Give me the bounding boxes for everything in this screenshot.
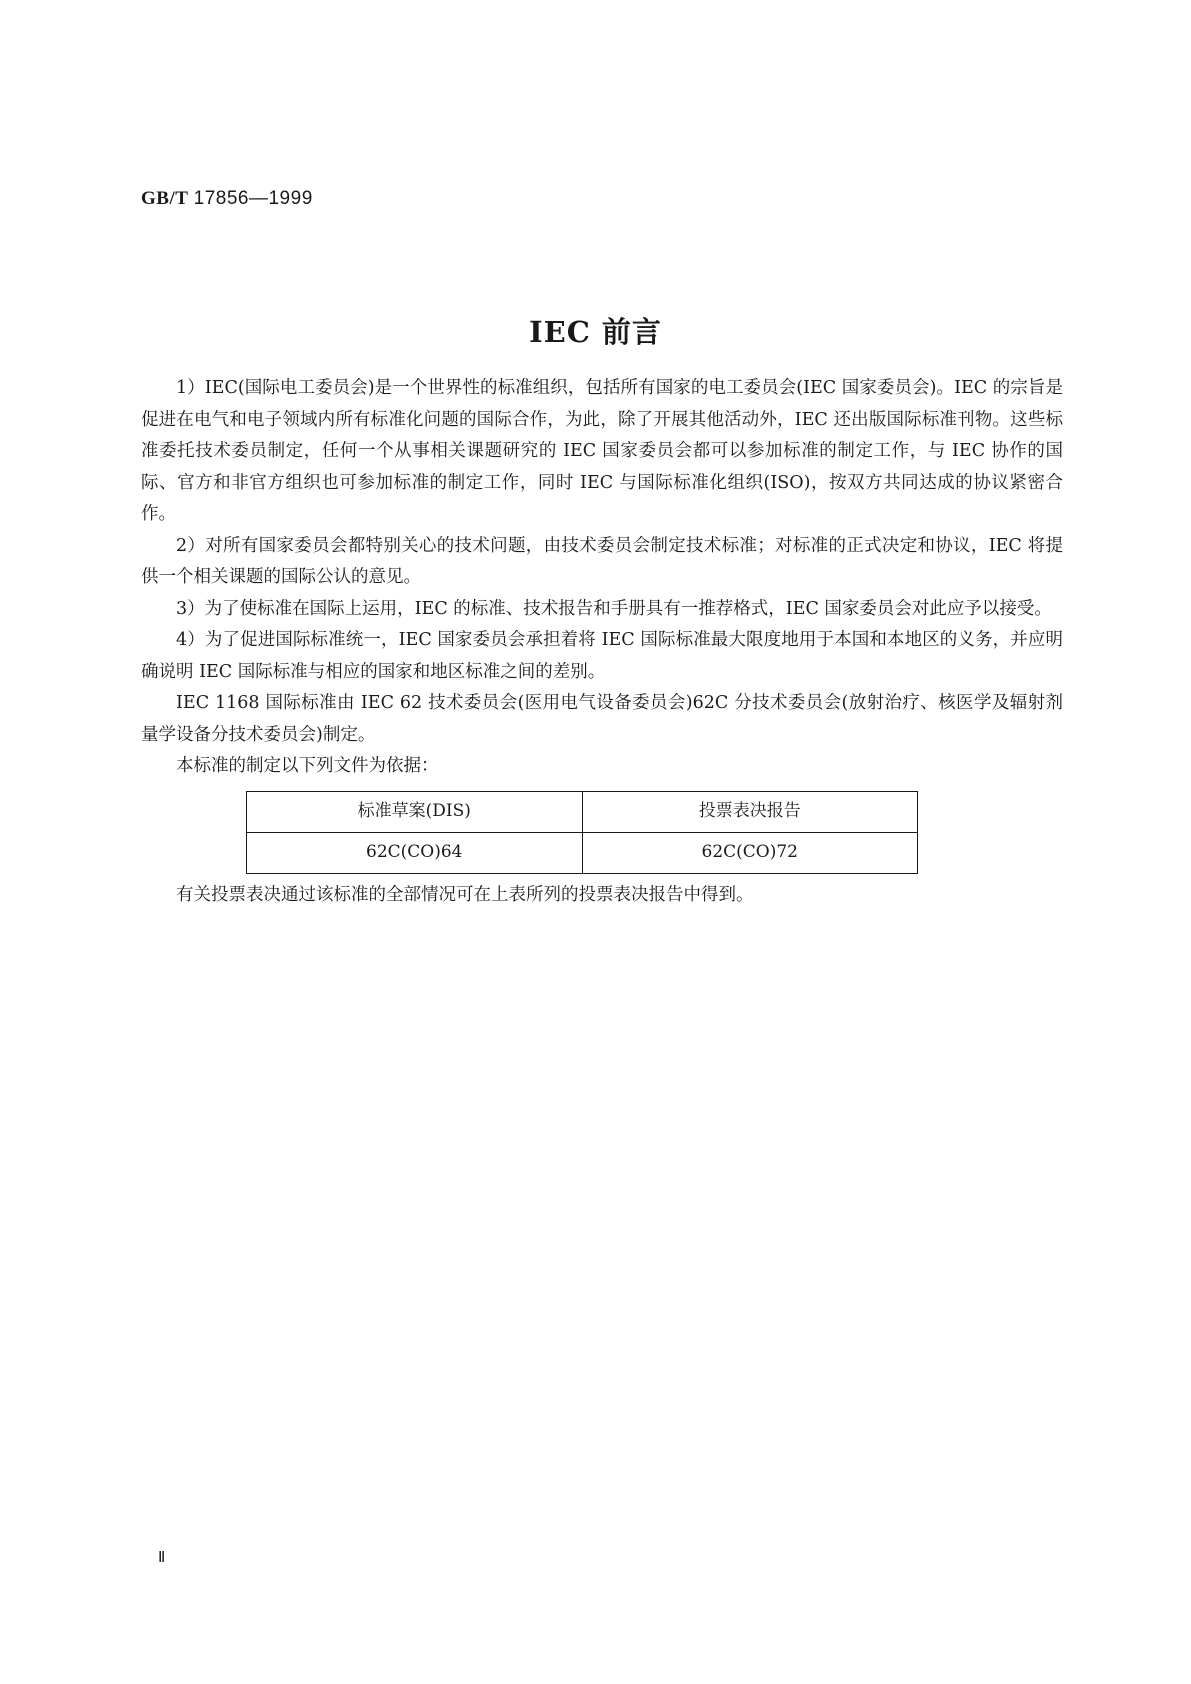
table-cell-dis: 62C(CO)64 [247, 832, 583, 873]
closing-paragraph: 有关投票表决通过该标准的全部情况可在上表所列的投票表决报告中得到。 [176, 884, 754, 905]
table-row [247, 832, 918, 873]
paragraph-basis-intro: 本标准的制定以下列文件为依据： [176, 756, 439, 776]
paragraph-3: 3）为了使标准在国际上运用，IEC 的标准、技术报告和手册具有一推荐格式，IEC 国家委员会对此应予以接受。 [176, 598, 1052, 619]
page-number: Ⅱ [158, 1550, 166, 1566]
paragraph-iec-1168: IEC 1168 国际标准由 IEC 62 技术委员会(医用电气设备委员会)62C 分技术委员会(放射治疗、核医学及辐射剂量学设备分技术委员会)制定。 [141, 693, 1063, 745]
table-header-dis: 标准草案(DIS) [247, 791, 583, 832]
paragraph-1: 1）IEC(国际电工委员会)是一个世界性的标准组织，包括所有国家的电工委员会(IEC 国家委员会)。IEC 的宗旨是促进在电气和电子领域内所有标准化问题的国际合作，为此，除了开展其他活动外，IEC 还出版国际标准刊物。这些标准委托技术委员制定，任何一个从事相关课题研究的 IEC 国家委员会都可以参加标准的制定工作，与 IEC 协作的国际、官方和非官方组织也可参加标准的制定工作，同时 IEC 与国际标准化组织(ISO)，按双方共同达成的协议紧密合作。 [141, 378, 1063, 524]
table-header-vote-report: 投票表决报告 [582, 791, 918, 832]
table-cell-vote-report: 62C(CO)72 [582, 832, 918, 873]
foreword-body [141, 373, 1063, 911]
basis-table [246, 791, 918, 874]
paragraph-4: 4）为了促进国际标准统一，IEC 国家委员会承担着将 IEC 国际标准最大限度地用于本国和本地区的义务，并应明确说明 IEC 国际标准与相应的国家和地区标准之间的差别。 [141, 630, 1063, 682]
standard-prefix: GB/T [141, 188, 189, 209]
document-header [141, 188, 313, 210]
standard-number: 17856—1999 [193, 188, 313, 209]
page-title: IEC 前言 [529, 315, 662, 349]
table-header-row [247, 791, 918, 832]
paragraph-2: 2）对所有国家委员会都特别关心的技术问题，由技术委员会制定技术标准；对标准的正式决定和协议，IEC 将提供一个相关课题的国际公认的意见。 [141, 535, 1063, 587]
